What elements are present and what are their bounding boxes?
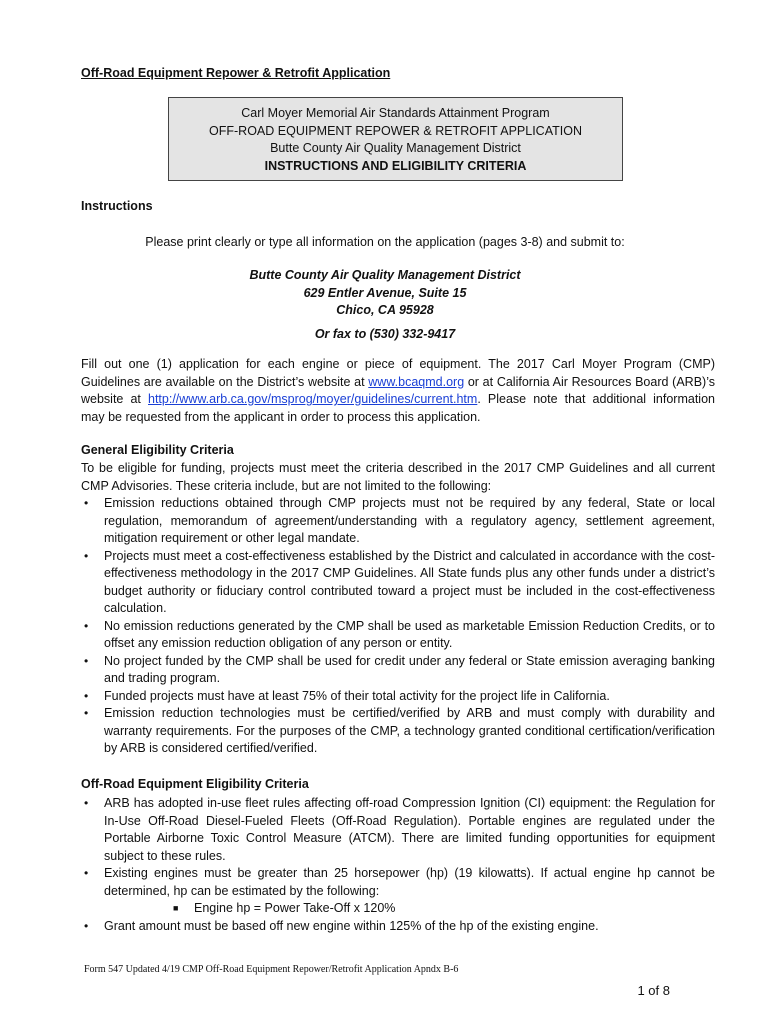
bullet-icon: • bbox=[84, 706, 89, 720]
list-item bbox=[81, 688, 715, 706]
list-item-text: No project funded by the CMP shall be used for credit under any federal or State emission averaging banking and trading program. bbox=[104, 653, 715, 685]
list-item bbox=[81, 495, 715, 548]
address-street: 629 Entler Avenue, Suite 15 bbox=[303, 286, 467, 300]
general-eligibility-list bbox=[81, 495, 715, 758]
arb-guidelines-link[interactable]: http://www.arb.ca.gov/msprog/moyer/guidelines/current.htm bbox=[148, 392, 478, 406]
paragraph-text-2: or at California Air Resources Board (ARB)’s website at bbox=[81, 374, 715, 406]
offroad-eligibility-heading: Off-Road Equipment Eligibility Criteria bbox=[81, 777, 309, 791]
list-item-text: Emission reduction technologies must be certified/verified by ARB and must comply with durability and warranty requirements. For the purposes of the CMP, a technology granted conditional certification/verification by ARB is considered certified/verified. bbox=[104, 706, 715, 755]
list-item-text: Funded projects must have at least 75% of their total activity for the project life in California. bbox=[104, 688, 610, 703]
district-website-link[interactable]: www.bcaqmd.org bbox=[368, 374, 465, 389]
header-program: Carl Moyer Memorial Air Standards Attainment Program bbox=[241, 106, 550, 120]
paragraph-text-1: Fill out one (1) application for each engine or piece of equipment. The 2017 Carl Moyer Program (CMP) Guidelines are available on the District’s website at bbox=[81, 357, 715, 389]
bullet-icon: • bbox=[84, 618, 89, 633]
list-item bbox=[81, 865, 715, 900]
instructions-intro: Please print clearly or type all information on the application (pages 3-8) and submit to: bbox=[145, 235, 625, 249]
square-bullet-icon: ■ bbox=[173, 903, 179, 913]
paragraph-text-3: . Please note that additional information may be requested from the applicant in order to process this application. bbox=[81, 392, 715, 424]
page-number: 1 of 8 bbox=[637, 983, 670, 998]
list-item-text: No emission reductions generated by the CMP shall be used as marketable Emission Reduction Credits, or to offset any emission reduction obligation of any person or entity. bbox=[104, 618, 715, 650]
form-footer-note: Form 547 Updated 4/19 CMP Off-Road Equipment Repower/Retrofit Application Apndx B-6 bbox=[84, 964, 459, 975]
header-section: INSTRUCTIONS AND ELIGIBILITY CRITERIA bbox=[264, 158, 527, 173]
bullet-icon: • bbox=[84, 688, 89, 703]
bullet-icon: • bbox=[84, 918, 89, 933]
header-application: OFF-ROAD EQUIPMENT REPOWER & RETROFIT APPLICATION bbox=[209, 123, 582, 138]
list-item-text: Grant amount must be based off new engine within 125% of the hp of the existing engine. bbox=[104, 918, 599, 933]
general-eligibility-heading: General Eligibility Criteria bbox=[81, 443, 234, 457]
instructions-paragraph bbox=[81, 356, 715, 426]
list-item-text: Emission reductions obtained through CMP projects must not be required by any federal, State or local regulation, memorandum of agreement/understanding with a regulatory agency, settlement agreement, mitigation requirement or other legal mandate. bbox=[104, 496, 715, 545]
list-item bbox=[81, 705, 715, 758]
offroad-eligibility-list bbox=[81, 795, 715, 935]
list-item-text: Existing engines must be greater than 25 horsepower (hp) (19 kilowatts). If actual engine hp cannot be determined, hp can be estimated by the following: bbox=[104, 866, 715, 898]
address-name: Butte County Air Quality Management District bbox=[249, 268, 521, 282]
bullet-icon: • bbox=[84, 653, 89, 668]
list-item-text: Projects must meet a cost-effectiveness established by the District and calculated in accordance with the cost-effectiveness methodology in the 2017 CMP Guidelines. All State funds plus any other funds under a district’s budget authority or fiduciary control contributed toward a project must be included in the cost-effectiveness calculation. bbox=[104, 548, 715, 615]
general-eligibility-intro: To be eligible for funding, projects must meet the criteria described in the 2017 CMP Guidelines and all current CMP Advisories. These criteria include, but are not limited to the following: bbox=[81, 461, 715, 493]
sub-list-item bbox=[81, 900, 715, 918]
address-city: Chico, CA 95928 bbox=[336, 303, 434, 317]
fax-line: Or fax to (530) 332-9417 bbox=[314, 327, 456, 341]
list-item-text: ARB has adopted in-use fleet rules affecting off-road Compression Ignition (CI) equipment: the Regulation for In-Use Off-Road Diesel-Fueled Fleets (Off-Road Regulation). Portable engines are regulated under the Portable Airborne Toxic Control Measure (ATCM). There are limited funding opportunities for equipment subject to these rules. bbox=[104, 796, 715, 863]
document-title: Off-Road Equipment Repower & Retrofit Application bbox=[81, 66, 391, 80]
list-item bbox=[81, 653, 715, 688]
header-box bbox=[168, 97, 623, 181]
list-item bbox=[81, 548, 715, 618]
list-item bbox=[81, 618, 715, 653]
bullet-icon: • bbox=[84, 496, 89, 510]
bullet-icon: • bbox=[84, 866, 89, 880]
header-district: Butte County Air Quality Management District bbox=[270, 141, 521, 155]
list-item bbox=[81, 918, 715, 936]
sub-list-item-text: Engine hp = Power Take-Off x 120% bbox=[194, 901, 396, 915]
bullet-icon: • bbox=[84, 548, 89, 563]
instructions-heading: Instructions bbox=[81, 199, 153, 213]
list-item bbox=[81, 795, 715, 865]
bullet-icon: • bbox=[84, 796, 89, 810]
